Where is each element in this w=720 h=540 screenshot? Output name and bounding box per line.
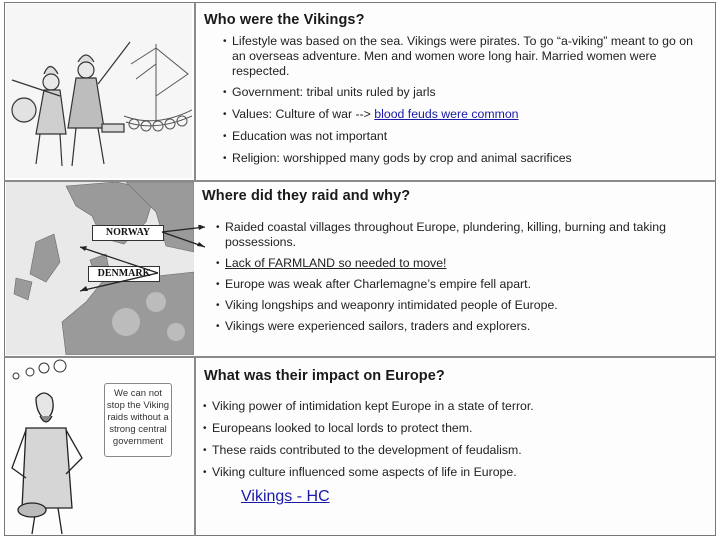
section-title-impact: What was their impact on Europe? (204, 368, 445, 384)
who-bullet-list (223, 34, 693, 166)
list-item: • Viking culture influenced some aspects of life in Europe. (203, 465, 683, 480)
list-item: • These raids contributed to the development of feudalism. (203, 443, 683, 458)
impact-bullet-list (203, 399, 683, 480)
map-arrows (40, 225, 210, 295)
divider (194, 356, 196, 536)
list-item: • Europeans looked to local lords to protect them. (203, 421, 683, 436)
list-item: • Lifestyle was based on the sea. Vikings were pirates. To go “a-viking” meant to go on an overseas adventure. Men and women wore long hair. Married women were respected. (223, 34, 693, 79)
list-item: • Europe was weak after Charlemagne’s empire fell apart. (216, 277, 686, 292)
list-item: • Religion: worshipped many gods by crop and animal sacrifices (223, 151, 693, 166)
section-title-who: Who were the Vikings? (204, 12, 365, 28)
divider (4, 356, 716, 358)
section-title-where: Where did they raid and why? (202, 188, 411, 204)
list-item: • Vikings were experienced sailors, traders and explorers. (216, 319, 686, 334)
worried-man-illustration (6, 358, 106, 536)
list-item: • Education was not important (223, 129, 693, 144)
divider (194, 2, 196, 180)
list-item: • Lack of FARMLAND so needed to move! (216, 256, 686, 271)
list-item: • Viking longships and weaponry intimidated people of Europe. (216, 298, 686, 313)
blood-feuds-link[interactable]: blood feuds were common (374, 107, 519, 121)
viking-warriors-illustration (6, 4, 192, 178)
list-item: • Government: tribal units ruled by jarls (223, 85, 693, 100)
thought-bubble: We can not stop the Viking raids without a strong central government (104, 383, 172, 457)
list-item (223, 107, 693, 122)
norway-label: NORWAY (92, 225, 164, 241)
where-bullet-list (216, 220, 686, 334)
values-text: Values: Culture of war --> (232, 107, 375, 121)
list-item: • Viking power of intimidation kept Europe in a state of terror. (203, 399, 683, 414)
list-item: • Raided coastal villages throughout Europe, plundering, killing, burning and taking possessions. (216, 220, 686, 250)
vikings-hc-video-link[interactable]: Vikings - HC (241, 488, 330, 505)
denmark-label: DENMARK (88, 266, 160, 282)
